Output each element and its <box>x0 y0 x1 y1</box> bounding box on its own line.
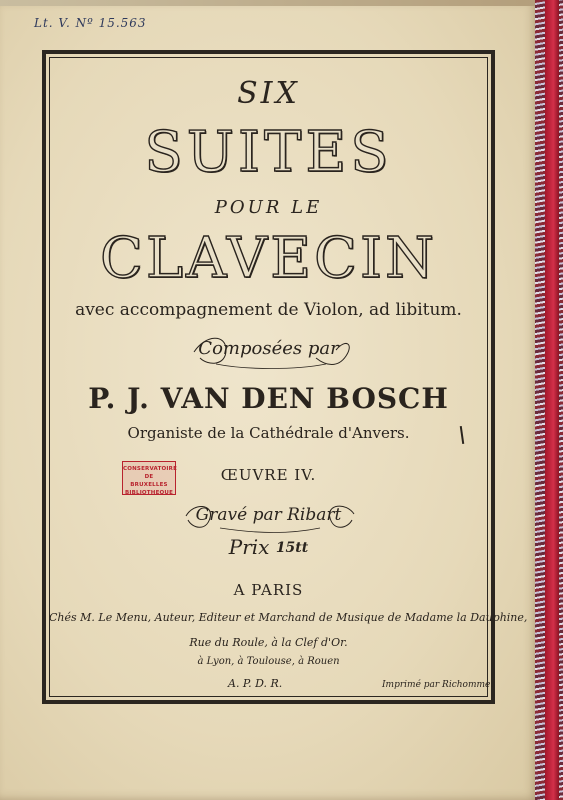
composees-par: Composées par <box>198 338 339 359</box>
price-value: 15tt <box>275 540 309 556</box>
price <box>49 535 488 559</box>
publication-city: A PARIS <box>233 581 304 599</box>
red-spine <box>545 0 559 800</box>
stamp-line: BRUXELLES <box>130 482 168 488</box>
title-clavecin: CLAVECIN <box>100 226 437 291</box>
stamp-line: CONSERVATOIRE DE <box>123 466 178 480</box>
stamp-line: BIBLIOTHEQUE <box>124 490 174 496</box>
composer-position: Organiste de la Cathédrale d'Anvers. <box>127 424 410 442</box>
page-top-edge <box>0 0 540 6</box>
printer-credit: Imprimé par Richomme. <box>382 680 494 690</box>
other-cities: à Lyon, à Toulouse, à Rouen <box>197 656 340 667</box>
subtitle: avec accompagnement de Violon, ad libitum. <box>75 300 462 320</box>
price-label: Prix <box>228 535 270 559</box>
engraver-credit: Gravé par Ribart <box>195 505 342 525</box>
title-six: SIX <box>237 76 300 111</box>
privilege-mark: A. P. D. R. <box>228 677 283 690</box>
book-binding-edge <box>535 0 563 800</box>
shelfmark-annotation: Lt. V. Nº 15.563 <box>34 16 147 30</box>
publisher-address: Rue du Roule, à la Clef d'Or. <box>189 636 348 649</box>
title-suites: SUITES <box>144 120 393 185</box>
composer-name: P. J. VAN DEN BOSCH <box>88 382 449 415</box>
opus-number: ŒUVRE IV. <box>220 466 317 484</box>
publisher-line: Chés M. Le Menu, Auteur, Editeur et Marchand de Musique de Madame la Dauphine, <box>49 611 528 624</box>
title-pour-le: POUR LE <box>214 197 323 218</box>
